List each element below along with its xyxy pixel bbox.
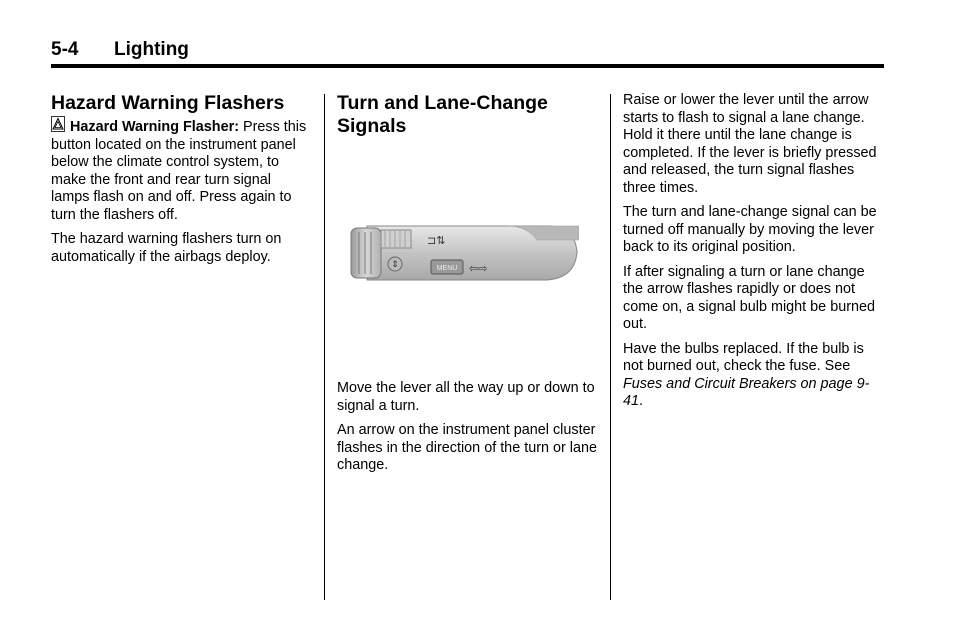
svg-text:⇕: ⇕ <box>391 260 399 270</box>
turn-signal-lever-figure <box>337 154 577 380</box>
turn-signal-lever-illustration <box>347 222 579 284</box>
column-divider <box>610 94 611 600</box>
hazard-text: Press this button located on the instrument panel below the climate control system, to make the front and rear turn signal lamps flash on and off. Press again to turn the flashers off. <box>51 119 307 223</box>
column-turn-signals <box>337 92 599 482</box>
heading-turn-lane-change-signals: Turn and Lane-Change Signals <box>337 92 548 137</box>
bulb-replace-text: Have the bulbs replaced. If the bulb is not burned out, check the fuse. See <box>623 340 864 374</box>
hazard-label: Hazard Warning Flasher: <box>70 119 239 135</box>
heading-hazard-warning-flashers: Hazard Warning Flashers <box>51 92 285 114</box>
column-hazard <box>51 92 313 273</box>
lane-change-cancel-note: The turn and lane-change signal can be turned off manually by moving the lever back to its original position. <box>623 204 877 255</box>
column-divider <box>324 94 325 600</box>
bulb-replace-note <box>623 341 885 411</box>
hazard-airbag-note: The hazard warning flashers turn on automatically if the airbags deploy. <box>51 231 282 265</box>
signal-bulb-note: If after signaling a turn or lane change the arrow flashes rapidly or does not come on, a signal bulb might be burned out. <box>623 263 875 332</box>
page-header <box>51 38 884 68</box>
svg-text:⇦⇨: ⇦⇨ <box>469 262 488 275</box>
fuses-reference-link[interactable]: Fuses and Circuit Breakers on page 9-41 <box>623 375 870 409</box>
svg-text:⊐⇅: ⊐⇅ <box>427 234 446 247</box>
column-lane-change <box>623 92 885 418</box>
bulb-replace-end: . <box>639 393 644 409</box>
page-number: 5-4 <box>51 39 79 60</box>
hazard-description <box>51 116 313 224</box>
section-title: Lighting <box>114 39 189 60</box>
hazard-triangle-icon <box>51 116 65 132</box>
turn-signal-instruction: Move the lever all the way up or down to signal a turn. <box>337 380 595 414</box>
lane-change-instruction: Raise or lower the lever until the arrow starts to flash to signal a lane change. Hold it there until the lane change is completed. If the lever is briefly pressed and released, the turn signal flashes three times. <box>623 92 877 196</box>
menu-button-label: MENU <box>436 265 458 272</box>
turn-signal-arrow-note: An arrow on the instrument panel cluster flashes in the direction of the turn or lane change. <box>337 422 597 473</box>
